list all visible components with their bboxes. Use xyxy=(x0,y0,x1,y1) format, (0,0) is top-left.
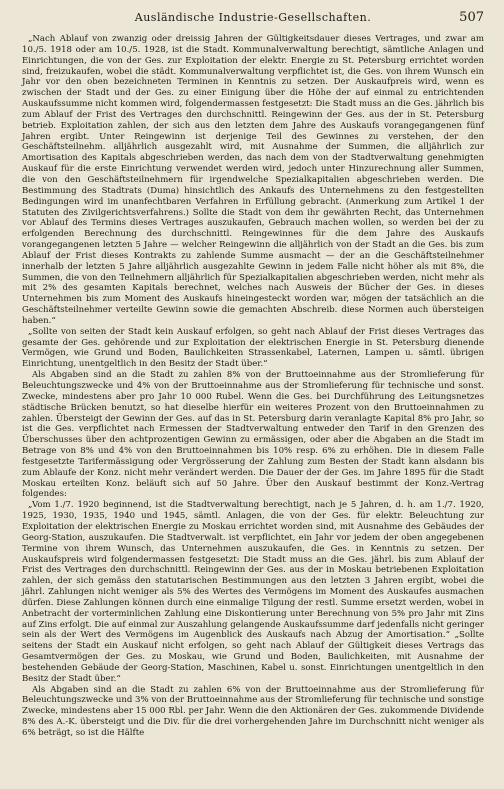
running-title: Ausländische Industrie-Gesellschaften. xyxy=(134,11,372,24)
page-number: 507 xyxy=(459,10,484,25)
body-text xyxy=(22,34,484,739)
paragraph-auskauf-petersburg: „Nach Ablauf von zwanzig oder dreissig Jahren der Gültigkeitsdauer dieses Vertrages, und zwar am 10./5. 1918 oder am 10./5. 1928, ist die Stadt. Kommunalverwaltung berechtigt, sämtliche Anlagen und Einrichtungen, die von der Ges. zur Exploitation der elektr. Energie zu St. Petersburg errichtet worden sind, freizukaufen, wobei die städt. Kommunalverwaltung verpflichtet ist, die Ges. von ihrem Wunsch ein Jahr vor den oben bezeichneten Terminen in Kenntnis zu setzen. Der Auskaufpreis wird, wenn es zwischen der Stadt und der Ges. zu einer Einigung über die Höhe der auf einmal zu entrichtenden Auskaufssumme nicht kommen wird, folgendermassen festgesetzt: Die Stadt muss an die Ges. jährlich bis zum Ablauf der Frist des Vertrages den durchschnittl. Reingewinn der Ges. aus der in St. Petersburg betrieb. Exploitation zahlen, der sich aus den letzten dem Jahre des Auskaufs vorangegangenen fünf Jahren ergibt. Unter Reingewinn ist derjenige Teil des Gewinnes zu verstehen, der den Geschäftsteilnehm. alljährlich ausgezahlt wird, mit Ausnahme der Summen, die alljährlich zur Amortisation des Kapitals abgeschrieben werden, das nach dem von der Stadtverwaltung genehmigten Auskauf für die erste Einrichtung verwendet werden wird, jedoch unter Hinzurechnung aller Summen, die von den Geschäftsteilnehmern für irgendwelche Spezialkapitalien abgeschrieben werden. Die Bestimmung des Stadtrats (Duma) hinsichtlich des Ankaufs des Unternehmens zu den festgestellten Bedingungen wird im unanfechtbaren Verfahren in Erfüllung gebracht. (Anmerkung zum Artikel 1 der Statuten des Zivilgerichtsverfahrens.) Sollte die Stadt von dem ihr gewährten Recht, das Unternehmen vor Ablauf des Termins dieses Vertrages auszukaufen, Gebrauch machen wollen, so werden bei der zu erfolgenden Berechnung des durchschnittl. Reingewinnes für die dem Jahre des Auskaufs vorangegangenen letzten 5 Jahre — welcher Reingewinn die alljährlich von der Stadt an die Ges. bis zum Ablauf der Frist dieses Kontrakts zu zahlende Summe ausmacht — der an die Geschäftsteilnehmer innerhalb der letzten 5 Jahre alljährlich ausgezahlte Gewinn in jedem Falle nicht höher als mit 8%, die Summen, die von den Teilnehmern alljährlich für Spezialkapitalien abgeschrieben werden, nicht mehr als mit 2% des gesamten Kapitals berechnet, welches nach Ausweis der Bücher der Ges. in dieses Unternehmen bis zum Moment des Auskaufs hineingesteckt worden war, mögen der tatsächlich an die Geschäftsteilnehmer verteilte Gewinn sowie die gemachten Abschreib. diese Normen auch übersteigen haben.“ xyxy=(22,34,484,326)
page-header xyxy=(22,10,484,34)
paragraph-abgaben-moskau: Als Abgaben sind an die Stadt zu zahlen 6% von der Bruttoeinnahme aus der Stromlieferung für Beleuchtungszwecke und 3% von der Bruttoeinnahme aus der Stromlieferung für technische und sonstige Zwecke, mindestens aber 15 000 Rbl. per Jahr. Wenn die den Aktionären der Ges. zukommende Dividende 8% des A.-K. übersteigt und die Div. für die drei vorhergehenden Jahre im Durchschnitt nicht weniger als 6% beträgt, so ist die Hälfte xyxy=(22,684,484,738)
paragraph-auskauf-moskau: „Vom 1./7. 1920 beginnend, ist die Stadtverwaltung berechtigt, nach je 5 Jahren, d. h. am 1./7. 1920, 1925, 1930, 1935, 1940 und 1945, sämtl. Anlagen, die von der Ges. für elektr. Beleuchtung zur Exploitation der elektrischen Energie zu Moskau errichtet worden sind, mit Ausnahme des Gebäudes der Georg-Station, auszukaufen. Die Stadtverwalt. ist verpflichtet, ein Jahr vor jedem der oben angegebenen Termine von ihrem Wunsch, das Unternehmen auszukaufen, die Ges. in Kenntnis zu setzen. Der Auskaufspreis wird folgendermassen festgesetzt: Die Stadt muss an die Ges. jährl. bis zum Ablauf der Frist des Vertrages den durchschnittl. Reingewinn der Ges. aus der in Moskau betriebenen Exploitation zahlen, der sich gemäss den statutarischen Bestimmungen aus den letzten 3 Jahren ergibt, wobei die jährl. Zahlungen nicht weniger als 5% des Wertes des Vermögens im Moment des Auskaufes ausmachen dürfen. Diese Zahlungen können durch eine einmalige Tilgung der restl. Summe ersetzt werden, wobei in Anbetracht der vorterminlichen Zahlung eine Diskontierung unter Berechnung von 5% pro Jahr mit Zins auf Zins erfolgt. Die auf einmal zur Auszahlung gelangende Auskaufssumme darf jedenfalls nicht geringer sein als der Wert des Vermögens im Augenblick des Auskaufs nach Abzug der Amortisation.“ „Sollte seitens der Stadt ein Auskauf nicht erfolgen, so geht nach Ablauf der Gültigkeit dieses Vertrags das Gesamtvermögen der Ges. zu Moskau, wie Grund und Boden, Baulichkeiten, mit Ausnahme der bestehenden Gebäude der Georg-Station, Maschinen, Kabel u. sonst. Einrichtungen unentgeltlich in den Besitz der Stadt über.“ xyxy=(22,500,484,684)
paragraph-abgaben-petersburg: Als Abgaben sind an die Stadt zu zahlen 8% von der Bruttoeinnahme aus der Stromlieferung für Beleuchtungszwecke und 4% von der Bruttoeinnahme aus der Stromlieferung für technische und sonst. Zwecke, mindestens aber pro Jahr 10 000 Rubel. Wenn die Ges. bei Durchführung des Leitungsnetzes städtische Brücken benutzt, so hat dieselbe hierfür ein weiteres Prozent von den Bruttoeinnahmen zu zahlen. Übersteigt der Gewinn der Ges. auf das in St. Petersburg darin veranlagte Kapital 8% pro Jahr, so ist die Ges. verpflichtet nach Ermessen der Stadtverwaltung entweder den Tarif in den Grenzen des Überschusses über den achtprozentigen Gewinn zu ermässigen, oder aber die Abgaben an die Stadt im Betrage von 8% und 4% von den Bruttoeinnahmen bis 10% resp. 6% zu erhöhen. Die in diesem Falle festgesetzte Tarifermässigung oder Vergrösserung der Zahlung zum Besten der Stadt kann alsdann bis zum Ablaufe der Konz. nicht mehr verändert werden. Die Dauer der der Ges. im Jahre 1895 für die Stadt Moskau erteilten Konz. beläuft sich auf 50 Jahre. Über den Auskauf bestimmt der Konz.-Vertrag folgendes: xyxy=(22,370,484,500)
paragraph-vermoegen-petersburg: „Sollte von seiten der Stadt kein Auskauf erfolgen, so geht nach Ablauf der Frist dieses Vertrages das gesamte der Ges. gehörende und zur Exploitation der elektrischen Energie in St. Petersburg dienende Vermögen, wie Grund und Boden, Baulichkeiten Strassenkabel, Laternen, Lampen u. sämtl. übrigen Einrichtung, unentgeltlich in den Besitz der Stadt über.“ xyxy=(22,326,484,370)
